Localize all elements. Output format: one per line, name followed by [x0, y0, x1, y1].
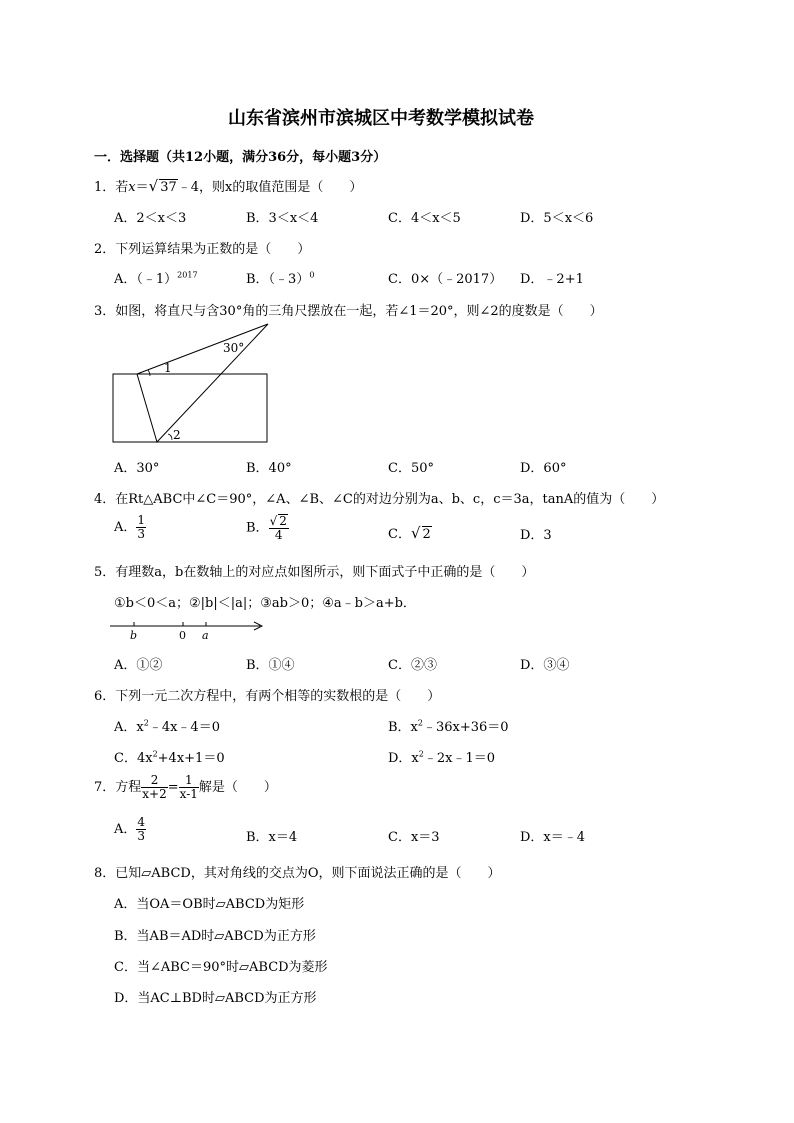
question-5-option-b: B．①④: [246, 658, 295, 673]
axis-label-b: b: [130, 629, 138, 642]
question-5-option-d: D．③④: [520, 658, 570, 673]
question-3-option-a: A．30°: [114, 461, 160, 476]
question-4-option-a: A． $\frac{1}{3}$: [114, 513, 146, 541]
question-6-stem: 6．下列一元二次方程中，有两个相等的实数根的是（ ）: [94, 689, 441, 704]
question-1-stem: 1．若x＝√ 37﹣4，则x的取值范围是（ ）: [94, 177, 363, 195]
question-6-option-d: D．$x^2﹣2x﹣1=0$: [388, 749, 496, 766]
question-8-option-d: D．当AC⊥BD时▱ABCD为正方形: [114, 991, 317, 1006]
question-3-stem: 3．如图，将直尺与含30°角的三角尺摆放在一起，若∠1＝20°，则∠2的度数是（ ）: [94, 304, 603, 319]
axis-label-a: a: [202, 629, 209, 642]
question-2-option-c: C．0×（﹣2017）: [388, 272, 503, 287]
question-8-stem: 8．已知▱ABCD，其对角线的交点为O，则下面说法正确的是（ ）: [94, 866, 501, 881]
question-1-option-c: C．4＜x＜5: [388, 211, 461, 226]
label-angle-2: 2: [173, 428, 181, 442]
question-4-stem: 4．在Rt△ABC中∠C＝90°，∠A、∠B、∠C的对边分别为a、b、c，c＝3a，tanA的值为（ ）: [94, 492, 665, 507]
question-8-option-a: A．当OA＝OB时▱ABCD为矩形: [114, 897, 305, 912]
question-2-option-b: B．（﹣3）$^0$: [246, 270, 315, 287]
question-8-option-b: B．当AB＝AD时▱ABCD为正方形: [114, 929, 316, 944]
question-1-option-a: A．2＜x＜3: [114, 211, 187, 226]
question-4-option-d: D．3: [520, 528, 552, 543]
question-6-option-b: B．$x^2﹣36x+36=0$: [388, 718, 509, 735]
question-7-option-d: D．x＝﹣4: [520, 830, 586, 845]
axis-label-0: 0: [179, 629, 186, 642]
question-6-option-c: C．$4x^2+4x+1=0$: [114, 749, 225, 766]
question-3-option-b: B．40°: [246, 461, 292, 476]
question-7-option-a: A． $\frac{4}{3}$: [114, 815, 146, 843]
question-7-option-b: B．x＝4: [246, 830, 298, 845]
angle-2-arc: [168, 434, 172, 440]
question-3-option-c: C．50°: [388, 461, 434, 476]
label-30-degree: 30°: [223, 341, 245, 355]
question-2-option-d: D．﹣2+1: [520, 272, 584, 287]
triangle-shape: [137, 324, 268, 442]
question-5-statements: ①b＜0＜a；②|b|＜|a|；③ab＞0；④a﹣b＞a+b．: [114, 596, 416, 611]
question-8-option-c: C．当∠ABC＝90°时▱ABCD为菱形: [114, 960, 328, 975]
section-header: 一．选择题（共12小题，满分36分，每小题3分）: [94, 150, 387, 165]
question-1-option-d: D．5＜x＜6: [520, 211, 594, 226]
question-2-option-a: A．（﹣1）$^{2017}$: [114, 270, 198, 287]
ruler-shape: [113, 374, 267, 442]
question-3-option-d: D．60°: [520, 461, 567, 476]
q3-ruler-triangle-figure: [110, 322, 270, 442]
question-7-stem: 7．方程 $\frac{2}{x+2}$ = $\frac{1}{x-1}$ 解是（ ）: [94, 773, 277, 801]
question-4-option-b: B． $\frac{√ 2}{4}$: [246, 514, 287, 542]
question-6-option-a: A．$x^2﹣4x﹣4=0$: [114, 718, 220, 735]
q1-radicand: 37: [160, 180, 177, 195]
angle-1-arc: [148, 370, 150, 376]
question-5-stem: 5．有理数a，b在数轴上的对应点如图所示，则下面式子中正确的是（ ）: [94, 565, 535, 580]
question-2-stem: 2．下列运算结果为正数的是（ ）: [94, 242, 311, 257]
question-1-option-b: B．3＜x＜4: [246, 211, 319, 226]
question-4-option-c: C．√ 2: [388, 524, 431, 542]
q5-number-line: [110, 618, 266, 640]
question-7-option-c: C．x＝3: [388, 830, 440, 845]
page-title: 山东省滨州市滨城区中考数学模拟试卷: [228, 108, 534, 129]
question-5-option-c: C．②③: [388, 658, 437, 673]
label-angle-1: 1: [164, 361, 172, 375]
question-5-option-a: A．①②: [114, 658, 163, 673]
